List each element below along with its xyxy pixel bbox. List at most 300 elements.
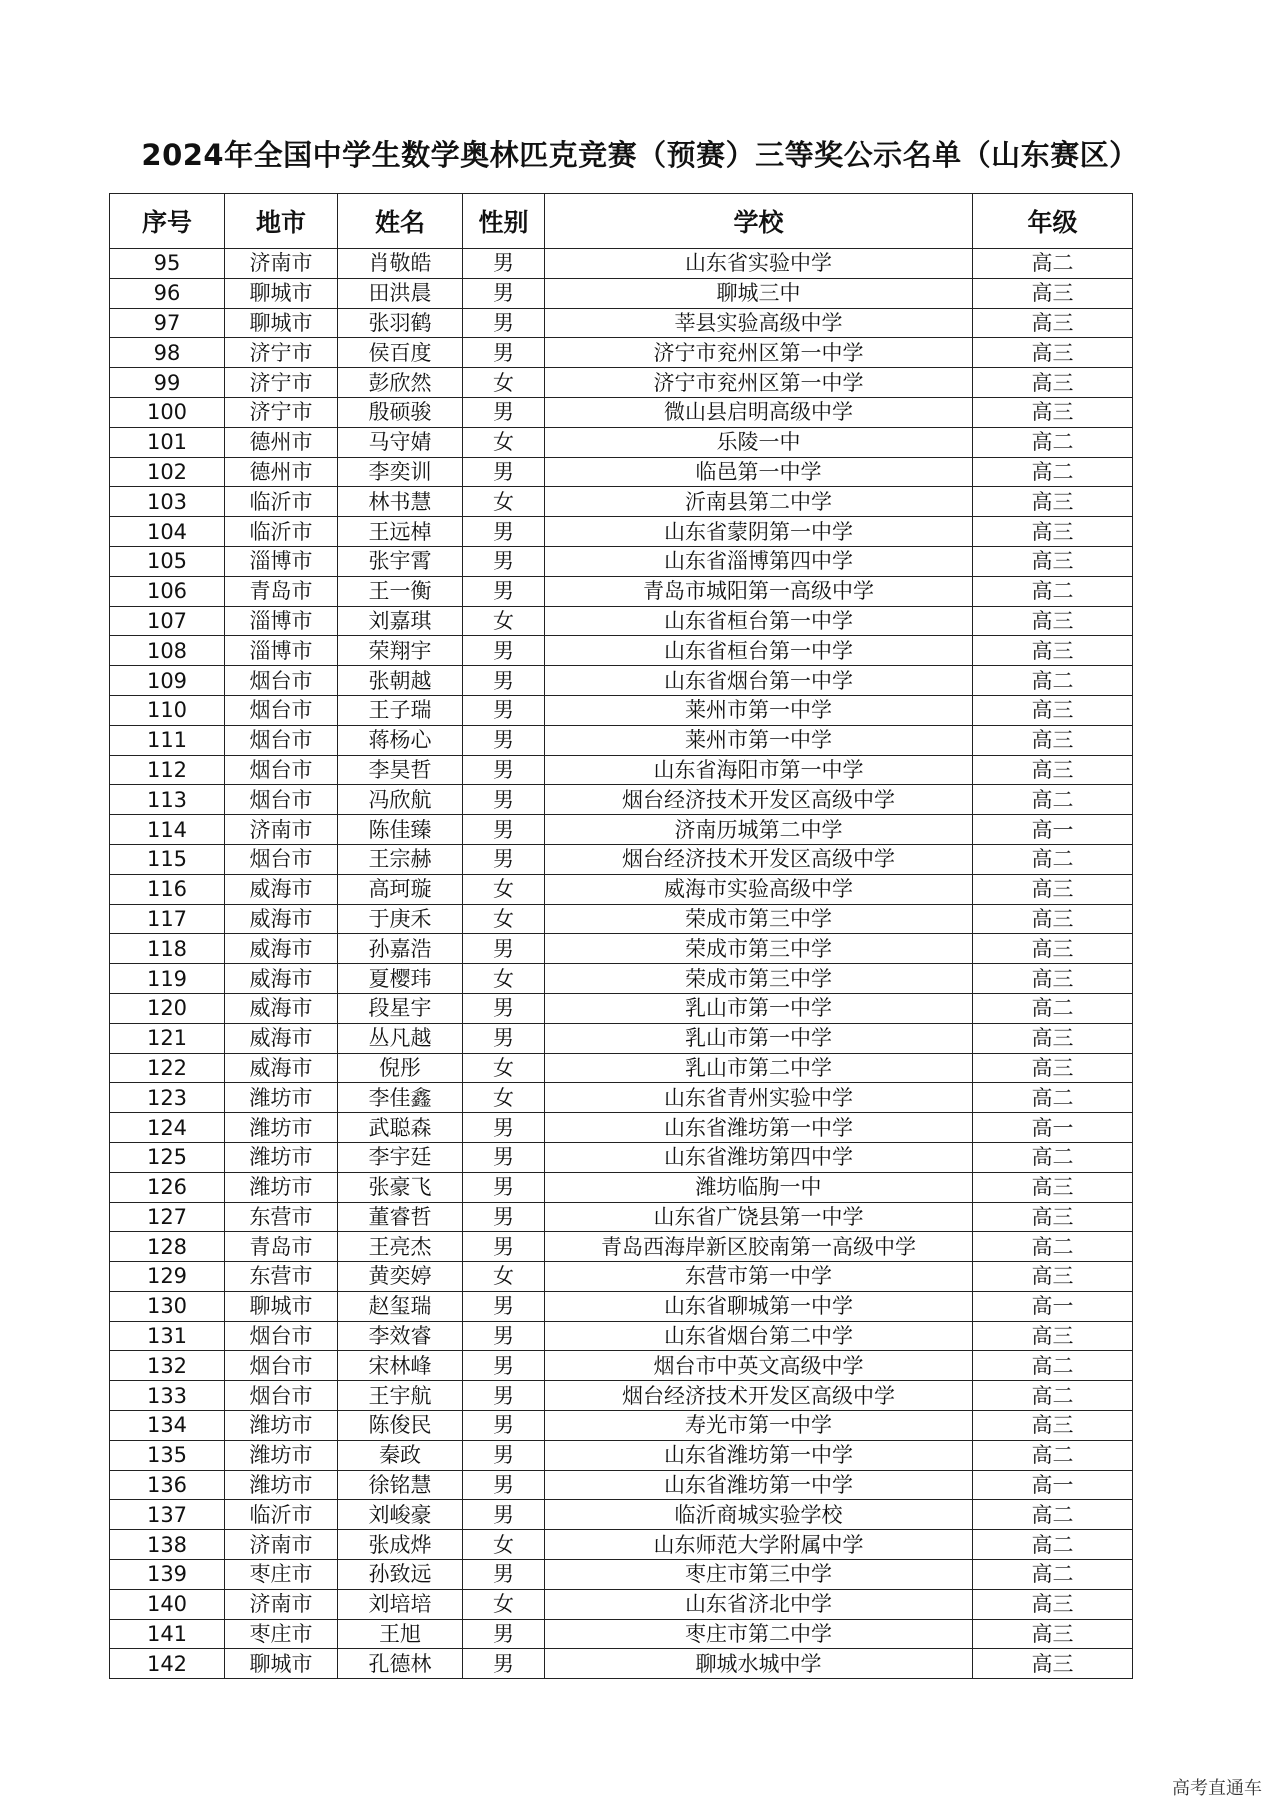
- cell-index: 116: [110, 874, 225, 904]
- cell-gender: 男: [463, 785, 545, 815]
- cell-school: 临邑第一中学: [545, 457, 973, 487]
- table-row: [110, 1262, 1133, 1292]
- cell-gender: 男: [463, 1381, 545, 1411]
- cell-name: 马守婧: [338, 427, 463, 457]
- cell-city: 潍坊市: [225, 1440, 338, 1470]
- table-row: [110, 695, 1133, 725]
- cell-index: 108: [110, 636, 225, 666]
- cell-index: 132: [110, 1351, 225, 1381]
- cell-gender: 男: [463, 1619, 545, 1649]
- cell-grade: 高三: [973, 1053, 1133, 1083]
- cell-city: 烟台市: [225, 725, 338, 755]
- watermark: 高考直通车: [1172, 1778, 1262, 1799]
- cell-grade: 高三: [973, 338, 1133, 368]
- cell-gender: 男: [463, 546, 545, 576]
- cell-index: 96: [110, 278, 225, 308]
- cell-gender: 男: [463, 666, 545, 696]
- cell-name: 赵玺瑞: [338, 1291, 463, 1321]
- cell-index: 105: [110, 546, 225, 576]
- table-row: [110, 1589, 1133, 1619]
- cell-name: 徐铭慧: [338, 1470, 463, 1500]
- cell-index: 111: [110, 725, 225, 755]
- cell-gender: 男: [463, 1560, 545, 1590]
- cell-name: 蒋杨心: [338, 725, 463, 755]
- cell-school: 山东省潍坊第四中学: [545, 1142, 973, 1172]
- cell-school: 山东省潍坊第一中学: [545, 1440, 973, 1470]
- cell-grade: 高一: [973, 1470, 1133, 1500]
- cell-city: 潍坊市: [225, 1113, 338, 1143]
- table-row: [110, 1381, 1133, 1411]
- cell-school: 莘县实验高级中学: [545, 308, 973, 338]
- cell-city: 潍坊市: [225, 1411, 338, 1441]
- cell-index: 115: [110, 844, 225, 874]
- cell-school: 山东省烟台第一中学: [545, 666, 973, 696]
- cell-grade: 高二: [973, 1530, 1133, 1560]
- cell-name: 侯百度: [338, 338, 463, 368]
- award-list-table: [109, 193, 1133, 1679]
- cell-index: 131: [110, 1321, 225, 1351]
- cell-school: 济南历城第二中学: [545, 815, 973, 845]
- cell-index: 99: [110, 368, 225, 398]
- cell-index: 137: [110, 1500, 225, 1530]
- cell-gender: 男: [463, 1440, 545, 1470]
- cell-name: 冯欣航: [338, 785, 463, 815]
- cell-grade: 高二: [973, 993, 1133, 1023]
- cell-gender: 男: [463, 397, 545, 427]
- table-header-row: [110, 194, 1133, 249]
- table-row: [110, 278, 1133, 308]
- cell-city: 威海市: [225, 964, 338, 994]
- cell-gender: 男: [463, 1142, 545, 1172]
- cell-gender: 男: [463, 1411, 545, 1441]
- cell-city: 济南市: [225, 815, 338, 845]
- table-row: [110, 1113, 1133, 1143]
- cell-grade: 高一: [973, 1291, 1133, 1321]
- cell-gender: 女: [463, 1083, 545, 1113]
- cell-gender: 女: [463, 427, 545, 457]
- cell-grade: 高三: [973, 368, 1133, 398]
- cell-school: 寿光市第一中学: [545, 1411, 973, 1441]
- cell-grade: 高三: [973, 397, 1133, 427]
- cell-gender: 男: [463, 1232, 545, 1262]
- cell-city: 威海市: [225, 1053, 338, 1083]
- cell-grade: 高三: [973, 1411, 1133, 1441]
- cell-school: 潍坊临朐一中: [545, 1172, 973, 1202]
- cell-index: 140: [110, 1589, 225, 1619]
- table-row: [110, 517, 1133, 547]
- table-row: [110, 636, 1133, 666]
- cell-gender: 男: [463, 725, 545, 755]
- cell-index: 134: [110, 1411, 225, 1441]
- cell-name: 张豪飞: [338, 1172, 463, 1202]
- cell-school: 山东师范大学附属中学: [545, 1530, 973, 1560]
- cell-name: 张羽鹤: [338, 308, 463, 338]
- table-row: [110, 1232, 1133, 1262]
- cell-index: 112: [110, 755, 225, 785]
- cell-index: 128: [110, 1232, 225, 1262]
- cell-grade: 高二: [973, 1142, 1133, 1172]
- table-row: [110, 427, 1133, 457]
- cell-city: 临沂市: [225, 487, 338, 517]
- cell-city: 聊城市: [225, 1649, 338, 1679]
- cell-school: 荣成市第三中学: [545, 934, 973, 964]
- table-row: [110, 785, 1133, 815]
- table-row: [110, 815, 1133, 845]
- cell-grade: 高二: [973, 1351, 1133, 1381]
- cell-index: 97: [110, 308, 225, 338]
- cell-index: 125: [110, 1142, 225, 1172]
- table-row: [110, 606, 1133, 636]
- cell-gender: 男: [463, 1202, 545, 1232]
- table-row: [110, 1649, 1133, 1679]
- cell-name: 肖敬皓: [338, 249, 463, 279]
- table-row: [110, 368, 1133, 398]
- cell-grade: 高二: [973, 1232, 1133, 1262]
- header-city: 地市: [225, 194, 338, 249]
- cell-gender: 男: [463, 1321, 545, 1351]
- cell-index: 106: [110, 576, 225, 606]
- cell-grade: 高三: [973, 1023, 1133, 1053]
- cell-school: 烟台经济技术开发区高级中学: [545, 785, 973, 815]
- cell-school: 山东省实验中学: [545, 249, 973, 279]
- cell-school: 济宁市兖州区第一中学: [545, 368, 973, 398]
- cell-index: 103: [110, 487, 225, 517]
- cell-grade: 高三: [973, 1619, 1133, 1649]
- cell-gender: 男: [463, 993, 545, 1023]
- cell-gender: 男: [463, 1500, 545, 1530]
- cell-grade: 高二: [973, 1560, 1133, 1590]
- cell-school: 东营市第一中学: [545, 1262, 973, 1292]
- cell-school: 乳山市第二中学: [545, 1053, 973, 1083]
- cell-school: 枣庄市第三中学: [545, 1560, 973, 1590]
- cell-school: 枣庄市第二中学: [545, 1619, 973, 1649]
- table-body: [110, 249, 1133, 1679]
- cell-city: 烟台市: [225, 755, 338, 785]
- cell-name: 王远棹: [338, 517, 463, 547]
- cell-name: 黄奕婷: [338, 1262, 463, 1292]
- cell-school: 山东省烟台第二中学: [545, 1321, 973, 1351]
- cell-grade: 高三: [973, 546, 1133, 576]
- cell-city: 临沂市: [225, 517, 338, 547]
- cell-index: 135: [110, 1440, 225, 1470]
- cell-grade: 高三: [973, 755, 1133, 785]
- cell-city: 威海市: [225, 934, 338, 964]
- cell-grade: 高三: [973, 278, 1133, 308]
- cell-grade: 高三: [973, 725, 1133, 755]
- cell-index: 139: [110, 1560, 225, 1590]
- cell-name: 张成烨: [338, 1530, 463, 1560]
- cell-index: 142: [110, 1649, 225, 1679]
- cell-grade: 高二: [973, 1381, 1133, 1411]
- cell-school: 山东省青州实验中学: [545, 1083, 973, 1113]
- cell-school: 乳山市第一中学: [545, 993, 973, 1023]
- cell-grade: 高三: [973, 1172, 1133, 1202]
- cell-grade: 高二: [973, 1083, 1133, 1113]
- cell-gender: 男: [463, 1470, 545, 1500]
- cell-index: 124: [110, 1113, 225, 1143]
- cell-gender: 女: [463, 1530, 545, 1560]
- cell-grade: 高二: [973, 666, 1133, 696]
- cell-school: 济宁市兖州区第一中学: [545, 338, 973, 368]
- cell-name: 王旭: [338, 1619, 463, 1649]
- cell-gender: 女: [463, 368, 545, 398]
- cell-grade: 高二: [973, 1440, 1133, 1470]
- cell-name: 孔德林: [338, 1649, 463, 1679]
- cell-gender: 女: [463, 904, 545, 934]
- cell-school: 山东省广饶县第一中学: [545, 1202, 973, 1232]
- cell-name: 孙致远: [338, 1560, 463, 1590]
- cell-index: 98: [110, 338, 225, 368]
- cell-gender: 男: [463, 278, 545, 308]
- cell-city: 东营市: [225, 1202, 338, 1232]
- cell-grade: 高三: [973, 934, 1133, 964]
- table-row: [110, 1530, 1133, 1560]
- cell-city: 济南市: [225, 1530, 338, 1560]
- cell-index: 117: [110, 904, 225, 934]
- table-row: [110, 934, 1133, 964]
- cell-name: 孙嘉浩: [338, 934, 463, 964]
- cell-school: 荣成市第三中学: [545, 904, 973, 934]
- table-row: [110, 1500, 1133, 1530]
- cell-city: 潍坊市: [225, 1470, 338, 1500]
- cell-index: 130: [110, 1291, 225, 1321]
- cell-name: 刘嘉琪: [338, 606, 463, 636]
- table-row: [110, 308, 1133, 338]
- cell-gender: 女: [463, 1589, 545, 1619]
- cell-city: 潍坊市: [225, 1172, 338, 1202]
- table-row: [110, 1291, 1133, 1321]
- cell-name: 殷硕骏: [338, 397, 463, 427]
- cell-index: 113: [110, 785, 225, 815]
- cell-school: 山东省潍坊第一中学: [545, 1113, 973, 1143]
- header-index: 序号: [110, 194, 225, 249]
- cell-grade: 高三: [973, 606, 1133, 636]
- cell-index: 95: [110, 249, 225, 279]
- cell-city: 青岛市: [225, 1232, 338, 1262]
- cell-grade: 高三: [973, 308, 1133, 338]
- cell-gender: 男: [463, 636, 545, 666]
- cell-gender: 男: [463, 308, 545, 338]
- table-row: [110, 1172, 1133, 1202]
- table-row: [110, 1560, 1133, 1590]
- cell-school: 山东省济北中学: [545, 1589, 973, 1619]
- cell-city: 济宁市: [225, 397, 338, 427]
- cell-name: 刘峻豪: [338, 1500, 463, 1530]
- cell-name: 段星宇: [338, 993, 463, 1023]
- cell-name: 李效睿: [338, 1321, 463, 1351]
- cell-grade: 高二: [973, 1500, 1133, 1530]
- cell-name: 陈佳臻: [338, 815, 463, 845]
- cell-grade: 高一: [973, 815, 1133, 845]
- cell-school: 临沂商城实验学校: [545, 1500, 973, 1530]
- table-row: [110, 755, 1133, 785]
- table-row: [110, 1023, 1133, 1053]
- cell-index: 121: [110, 1023, 225, 1053]
- cell-city: 临沂市: [225, 1500, 338, 1530]
- cell-school: 荣成市第三中学: [545, 964, 973, 994]
- cell-city: 威海市: [225, 874, 338, 904]
- cell-city: 烟台市: [225, 695, 338, 725]
- cell-school: 微山县启明高级中学: [545, 397, 973, 427]
- cell-school: 山东省海阳市第一中学: [545, 755, 973, 785]
- cell-city: 聊城市: [225, 1291, 338, 1321]
- cell-index: 126: [110, 1172, 225, 1202]
- cell-name: 林书慧: [338, 487, 463, 517]
- cell-school: 烟台市中英文高级中学: [545, 1351, 973, 1381]
- cell-gender: 女: [463, 1262, 545, 1292]
- cell-grade: 高三: [973, 695, 1133, 725]
- table-row: [110, 874, 1133, 904]
- table-row: [110, 964, 1133, 994]
- cell-grade: 高二: [973, 457, 1133, 487]
- cell-city: 聊城市: [225, 278, 338, 308]
- cell-gender: 男: [463, 695, 545, 725]
- cell-gender: 男: [463, 755, 545, 785]
- cell-city: 威海市: [225, 1023, 338, 1053]
- cell-index: 141: [110, 1619, 225, 1649]
- cell-grade: 高三: [973, 1202, 1133, 1232]
- cell-index: 101: [110, 427, 225, 457]
- cell-name: 王子瑞: [338, 695, 463, 725]
- cell-name: 王一衡: [338, 576, 463, 606]
- cell-grade: 高三: [973, 874, 1133, 904]
- table-row: [110, 1411, 1133, 1441]
- table-row: [110, 1202, 1133, 1232]
- cell-gender: 男: [463, 457, 545, 487]
- table-row: [110, 397, 1133, 427]
- cell-index: 120: [110, 993, 225, 1023]
- cell-city: 淄博市: [225, 636, 338, 666]
- cell-city: 烟台市: [225, 1321, 338, 1351]
- header-name: 姓名: [338, 194, 463, 249]
- cell-grade: 高二: [973, 249, 1133, 279]
- table-row: [110, 904, 1133, 934]
- cell-index: 109: [110, 666, 225, 696]
- cell-school: 乐陵一中: [545, 427, 973, 457]
- cell-city: 德州市: [225, 457, 338, 487]
- cell-name: 王宗赫: [338, 844, 463, 874]
- cell-gender: 女: [463, 1053, 545, 1083]
- cell-gender: 男: [463, 249, 545, 279]
- cell-gender: 女: [463, 487, 545, 517]
- cell-school: 莱州市第一中学: [545, 695, 973, 725]
- cell-name: 李宇廷: [338, 1142, 463, 1172]
- cell-name: 彭欣然: [338, 368, 463, 398]
- cell-name: 宋林峰: [338, 1351, 463, 1381]
- cell-city: 淄博市: [225, 546, 338, 576]
- cell-name: 李昊哲: [338, 755, 463, 785]
- cell-index: 114: [110, 815, 225, 845]
- cell-city: 济宁市: [225, 338, 338, 368]
- cell-index: 119: [110, 964, 225, 994]
- cell-index: 118: [110, 934, 225, 964]
- cell-name: 董睿哲: [338, 1202, 463, 1232]
- table-row: [110, 546, 1133, 576]
- cell-grade: 高一: [973, 1113, 1133, 1143]
- cell-school: 青岛市城阳第一高级中学: [545, 576, 973, 606]
- cell-school: 山东省蒙阴第一中学: [545, 517, 973, 547]
- table-row: [110, 1142, 1133, 1172]
- cell-name: 丛凡越: [338, 1023, 463, 1053]
- cell-name: 田洪晨: [338, 278, 463, 308]
- cell-city: 青岛市: [225, 576, 338, 606]
- cell-index: 122: [110, 1053, 225, 1083]
- cell-school: 山东省聊城第一中学: [545, 1291, 973, 1321]
- cell-city: 淄博市: [225, 606, 338, 636]
- cell-grade: 高三: [973, 904, 1133, 934]
- header-school: 学校: [545, 194, 973, 249]
- cell-school: 山东省桓台第一中学: [545, 606, 973, 636]
- cell-grade: 高三: [973, 517, 1133, 547]
- cell-index: 110: [110, 695, 225, 725]
- cell-grade: 高三: [973, 964, 1133, 994]
- cell-name: 武聪森: [338, 1113, 463, 1143]
- cell-school: 沂南县第二中学: [545, 487, 973, 517]
- cell-name: 荣翔宇: [338, 636, 463, 666]
- cell-city: 东营市: [225, 1262, 338, 1292]
- cell-school: 乳山市第一中学: [545, 1023, 973, 1053]
- cell-grade: 高二: [973, 785, 1133, 815]
- cell-city: 枣庄市: [225, 1619, 338, 1649]
- cell-gender: 男: [463, 1113, 545, 1143]
- cell-city: 潍坊市: [225, 1083, 338, 1113]
- cell-school: 莱州市第一中学: [545, 725, 973, 755]
- table-row: [110, 1053, 1133, 1083]
- page-title: 2024年全国中学生数学奥林匹克竞赛（预赛）三等奖公示名单（山东赛区）: [141, 138, 1139, 172]
- cell-grade: 高三: [973, 636, 1133, 666]
- cell-name: 秦政: [338, 1440, 463, 1470]
- cell-grade: 高三: [973, 487, 1133, 517]
- cell-school: 烟台经济技术开发区高级中学: [545, 844, 973, 874]
- cell-school: 聊城水城中学: [545, 1649, 973, 1679]
- cell-index: 100: [110, 397, 225, 427]
- cell-city: 烟台市: [225, 1381, 338, 1411]
- cell-school: 山东省潍坊第一中学: [545, 1470, 973, 1500]
- cell-name: 张朝越: [338, 666, 463, 696]
- cell-city: 潍坊市: [225, 1142, 338, 1172]
- table-row: [110, 1083, 1133, 1113]
- cell-gender: 女: [463, 606, 545, 636]
- cell-city: 枣庄市: [225, 1560, 338, 1590]
- cell-name: 高珂璇: [338, 874, 463, 904]
- cell-index: 129: [110, 1262, 225, 1292]
- table-row: [110, 1470, 1133, 1500]
- cell-gender: 男: [463, 517, 545, 547]
- cell-city: 济南市: [225, 249, 338, 279]
- cell-index: 107: [110, 606, 225, 636]
- cell-name: 李奕训: [338, 457, 463, 487]
- table-row: [110, 993, 1133, 1023]
- cell-school: 山东省桓台第一中学: [545, 636, 973, 666]
- cell-grade: 高二: [973, 427, 1133, 457]
- table-row: [110, 1440, 1133, 1470]
- cell-name: 陈俊民: [338, 1411, 463, 1441]
- cell-name: 李佳鑫: [338, 1083, 463, 1113]
- table-row: [110, 457, 1133, 487]
- table-row: [110, 338, 1133, 368]
- cell-city: 烟台市: [225, 844, 338, 874]
- header-grade: 年级: [973, 194, 1133, 249]
- cell-gender: 男: [463, 338, 545, 368]
- cell-index: 138: [110, 1530, 225, 1560]
- cell-index: 127: [110, 1202, 225, 1232]
- cell-gender: 男: [463, 815, 545, 845]
- cell-city: 聊城市: [225, 308, 338, 338]
- table-row: [110, 1321, 1133, 1351]
- cell-city: 德州市: [225, 427, 338, 457]
- cell-school: 威海市实验高级中学: [545, 874, 973, 904]
- cell-city: 烟台市: [225, 1351, 338, 1381]
